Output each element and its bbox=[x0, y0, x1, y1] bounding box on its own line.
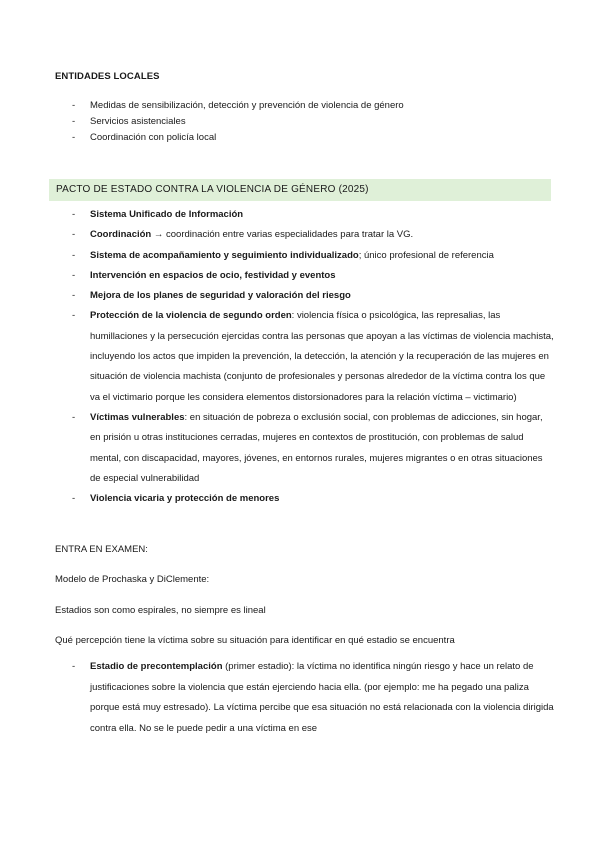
bullet-dash: - bbox=[72, 229, 76, 241]
bullet-dash: - bbox=[72, 249, 76, 261]
pacto-list bbox=[55, 205, 555, 509]
item-bold: Sistema Unificado de Información bbox=[90, 209, 244, 220]
list-item bbox=[55, 98, 555, 114]
list-item bbox=[55, 246, 555, 266]
item-text: : en situación de pobreza o exclusión social, con problemas de adicciones, sin hogar, en prisión u otras instituciones cerradas, mujeres en contextos de prostitución, con problemas de salud mental, con discapacidad, mayores, jóvenes, en entornos rurales, mujeres migrantes o en otras situaciones de especial vulnerabilidad bbox=[90, 411, 543, 484]
item-bold: Intervención en espacios de ocio, festividad y eventos bbox=[90, 269, 336, 281]
percepcion-victima: Qué percepción tiene la víctima sobre su situación para identificar en qué estadio se encuentra bbox=[55, 635, 455, 646]
item-bold: Estadio de precontemplación bbox=[90, 661, 223, 672]
list-item bbox=[55, 266, 555, 286]
heading-entidades-locales: ENTIDADES LOCALES bbox=[55, 71, 160, 82]
stages-list bbox=[55, 657, 555, 739]
list-item bbox=[55, 225, 555, 245]
list-item bbox=[55, 408, 555, 489]
bullet-dash: - bbox=[72, 132, 76, 143]
bullet-dash: - bbox=[72, 209, 76, 220]
list-item-text: Servicios asistenciales bbox=[90, 116, 186, 127]
bullet-dash: - bbox=[72, 310, 76, 322]
item-bold: Protección de la violencia de segundo orden bbox=[90, 310, 292, 322]
list-item bbox=[55, 130, 555, 146]
bullet-dash: - bbox=[72, 493, 76, 505]
list-item-text: Coordinación con policía local bbox=[90, 132, 217, 143]
bullet-dash: - bbox=[72, 100, 76, 111]
pacto-title: PACTO DE ESTADO CONTRA LA VIOLENCIA DE GÉNERO (2025) bbox=[56, 184, 369, 195]
item-text: (primer estadio): la víctima no identifica ningún riesgo y hace un relato de justificaciones sobre la violencia que están ejerciendo hacia ella. (por ejemplo: me ha pegado una paliza porque está muy estresado). La víctima percibe que esa situación no está relacionada con la violencia dirigida contra ella. No se le puede pedir a una víctima en ese bbox=[90, 661, 554, 734]
list-item bbox=[55, 205, 555, 225]
item-bold: Coordinación bbox=[90, 229, 152, 241]
item-text: ; único profesional de referencia bbox=[358, 249, 494, 261]
estadios-espirales: Estadios son como espirales, no siempre es lineal bbox=[55, 605, 266, 616]
bullet-dash: - bbox=[72, 411, 76, 423]
entra-en-examen: ENTRA EN EXAMEN: bbox=[55, 544, 148, 555]
modelo-prochaska: Modelo de Prochaska y DiClemente: bbox=[55, 574, 210, 585]
list-item bbox=[55, 114, 555, 130]
item-bold: Sistema de acompañamiento y seguimiento individualizado bbox=[90, 249, 359, 261]
list-item bbox=[55, 286, 555, 306]
list-item bbox=[55, 306, 555, 407]
entidades-list bbox=[55, 98, 555, 146]
list-item-text: Medidas de sensibilización, detección y prevención de violencia de género bbox=[90, 100, 404, 111]
item-bold: Mejora de los planes de seguridad y valoración del riesgo bbox=[90, 290, 351, 302]
list-item bbox=[55, 657, 555, 739]
bullet-dash: - bbox=[72, 269, 76, 281]
item-text: : violencia física o psicológica, las represalias, las humillaciones y la persecución ejercidas contra las personas que apoyan a las víctimas de violencia machista, incluyendo los actos que impiden la prevención, la detección, la atención y la recuperación de las mujeres en situación de violencia machista (conjunto de profesionales y personas alrededor de la víctima contra los que va el victimario porque les considera elementos distorsionadores para la relación víctima – victimario) bbox=[90, 310, 554, 403]
bullet-dash: - bbox=[72, 116, 76, 127]
pacto-heading-bar bbox=[49, 179, 551, 201]
item-text: → coordinación entre varias especialidades para tratar la VG. bbox=[151, 229, 414, 241]
bullet-dash: - bbox=[72, 661, 76, 672]
item-bold: Violencia vicaria y protección de menores bbox=[90, 493, 280, 505]
item-bold: Víctimas vulnerables bbox=[90, 411, 185, 423]
bullet-dash: - bbox=[72, 290, 76, 302]
list-item bbox=[55, 489, 555, 509]
